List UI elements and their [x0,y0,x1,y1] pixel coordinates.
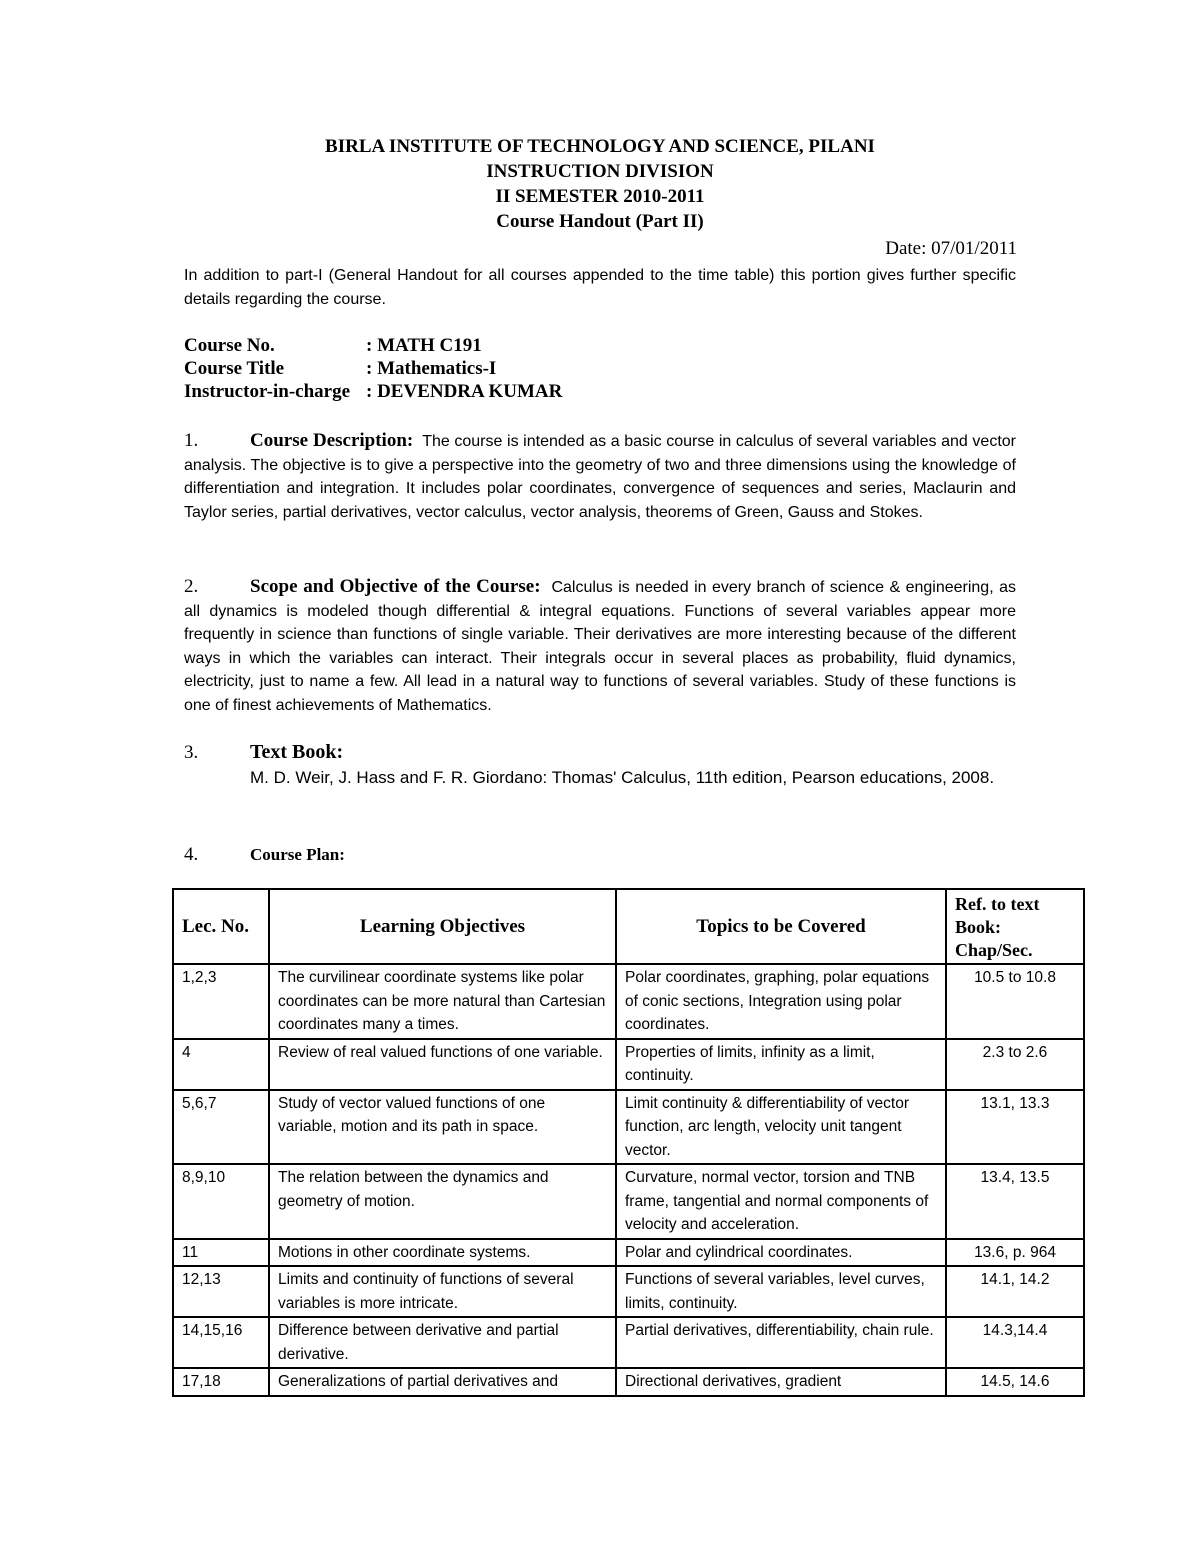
topics-cell: Partial derivatives, differentiability, chain rule. [616,1317,946,1368]
table-header-row [173,889,1084,964]
section-number: 3. [184,742,199,763]
section-course-plan [184,844,1016,866]
table-row [173,1164,1084,1239]
ref-cell: 13.4, 13.5 [946,1164,1084,1239]
table-row [173,1266,1084,1317]
ref-cell: 13.1, 13.3 [946,1090,1084,1165]
table-row [173,1368,1084,1396]
objectives-cell: The curvilinear coordinate systems like polar coordinates can be more natural than Cartesian coordinates many a times. [269,964,616,1039]
ref-cell: 14.1, 14.2 [946,1266,1084,1317]
course-plan-table [172,888,1085,1397]
section-course-description [184,429,1016,524]
section-number: 1. [184,430,199,451]
section-heading: Scope and Objective of the Course: [250,576,541,597]
topics-cell: Properties of limits, infinity as a limit, continuity. [616,1039,946,1090]
handout-title: Course Handout (Part II) [496,211,704,232]
topics-cell: Polar coordinates, graphing, polar equations of conic sections, Integration using polar coordinates. [616,964,946,1039]
lec-cell: 11 [173,1239,269,1267]
section-number: 4. [184,844,199,865]
objectives-cell: Study of vector valued functions of one variable, motion and its path in space. [269,1090,616,1165]
topics-cell: Functions of several variables, level curves, limits, continuity. [616,1266,946,1317]
lec-cell: 12,13 [173,1266,269,1317]
objectives-cell: Review of real valued functions of one variable. [269,1039,616,1090]
lec-cell: 5,6,7 [173,1090,269,1165]
topics-cell: Curvature, normal vector, torsion and TNB frame, tangential and normal components of velocity and acceleration. [616,1164,946,1239]
section-heading: Course Plan: [250,845,345,864]
instructor-row [184,380,562,403]
ref-cell: 14.5, 14.6 [946,1368,1084,1396]
course-title-row [184,357,562,380]
header-topics: Topics to be Covered [616,889,946,964]
header-learning-objectives: Learning Objectives [269,889,616,964]
ref-cell: 2.3 to 2.6 [946,1039,1084,1090]
section-text: The course is intended as a basic course in calculus of several variables and vector analysis. The objective is to give a perspective into the geometry of two and three dimensions using the knowledge of differentiation and integration. It includes polar coordinates, convergence of sequences and series, Maclaurin and Taylor series, partial derivatives, vector calculus, vector analysis, theorems of Green, Gauss and Stokes. [184,433,1017,521]
table-row [173,1239,1084,1267]
lec-cell: 17,18 [173,1368,269,1396]
course-no-label: Course No. [184,335,275,356]
lec-cell: 8,9,10 [173,1164,269,1239]
lec-cell: 14,15,16 [173,1317,269,1368]
division-name: INSTRUCTION DIVISION [486,161,714,182]
course-meta [184,334,562,403]
section-number: 2. [184,576,199,597]
lec-cell: 4 [173,1039,269,1090]
section-heading: Course Description: [250,430,414,451]
section-text: Calculus is needed in every branch of science & engineering, as all dynamics is modeled though differential & integral equations. Functions of several variables appear more frequently in science than functions of single variable. Their derivatives are more interesting because of the different ways in which the variables can interact. Their integrals occur in several places as probability, fluid dynamics, electricity, just to name a few. All lead in a natural way to functions of several variables. Study of these functions is one of finest achievements of Mathematics. [184,579,1016,714]
objectives-cell: Difference between derivative and partial derivative. [269,1317,616,1368]
handout-date: Date: 07/01/2011 [885,238,1017,259]
course-no-row [184,334,562,357]
table-row [173,1090,1084,1165]
table-row [173,1317,1084,1368]
table-row [173,1039,1084,1090]
ref-cell: 10.5 to 10.8 [946,964,1084,1039]
course-no-value: : MATH C191 [366,335,482,356]
topics-cell: Limit continuity & differentiability of vector function, arc length, velocity unit tangent vector. [616,1090,946,1165]
table-row [173,964,1084,1039]
header-lec-no: Lec. No. [173,889,269,964]
document-header [0,134,1200,234]
topics-cell: Directional derivatives, gradient [616,1368,946,1396]
semester: II SEMESTER 2010-2011 [495,186,705,207]
objectives-cell: Generalizations of partial derivatives and [269,1368,616,1396]
objectives-cell: Limits and continuity of functions of several variables is more intricate. [269,1266,616,1317]
instructor-label: Instructor-in-charge [184,381,351,402]
text-book-citation: M. D. Weir, J. Hass and F. R. Giordano: Thomas' Calculus, 11th edition, Pearson educations, 2008. [250,768,995,787]
instructor-value: : DEVENDRA KUMAR [366,381,563,402]
ref-cell: 13.6, p. 964 [946,1239,1084,1267]
institute-name: BIRLA INSTITUTE OF TECHNOLOGY AND SCIENCE, PILANI [325,136,875,157]
objectives-cell: The relation between the dynamics and geometry of motion. [269,1164,616,1239]
course-title-value: : Mathematics-I [366,358,497,379]
ref-cell: 14.3,14.4 [946,1317,1084,1368]
section-scope-objective [184,575,1016,717]
intro-paragraph: In addition to part-I (General Handout for all courses appended to the time table) this portion gives further specific details regarding the course. [184,267,1016,308]
objectives-cell: Motions in other coordinate systems. [269,1239,616,1267]
topics-cell: Polar and cylindrical coordinates. [616,1239,946,1267]
header-reference: Ref. to text Book: Chap/Sec. [946,889,1084,964]
course-title-label: Course Title [184,358,285,379]
lec-cell: 1,2,3 [173,964,269,1039]
section-text-book [184,740,1016,790]
section-heading: Text Book: [250,741,344,763]
